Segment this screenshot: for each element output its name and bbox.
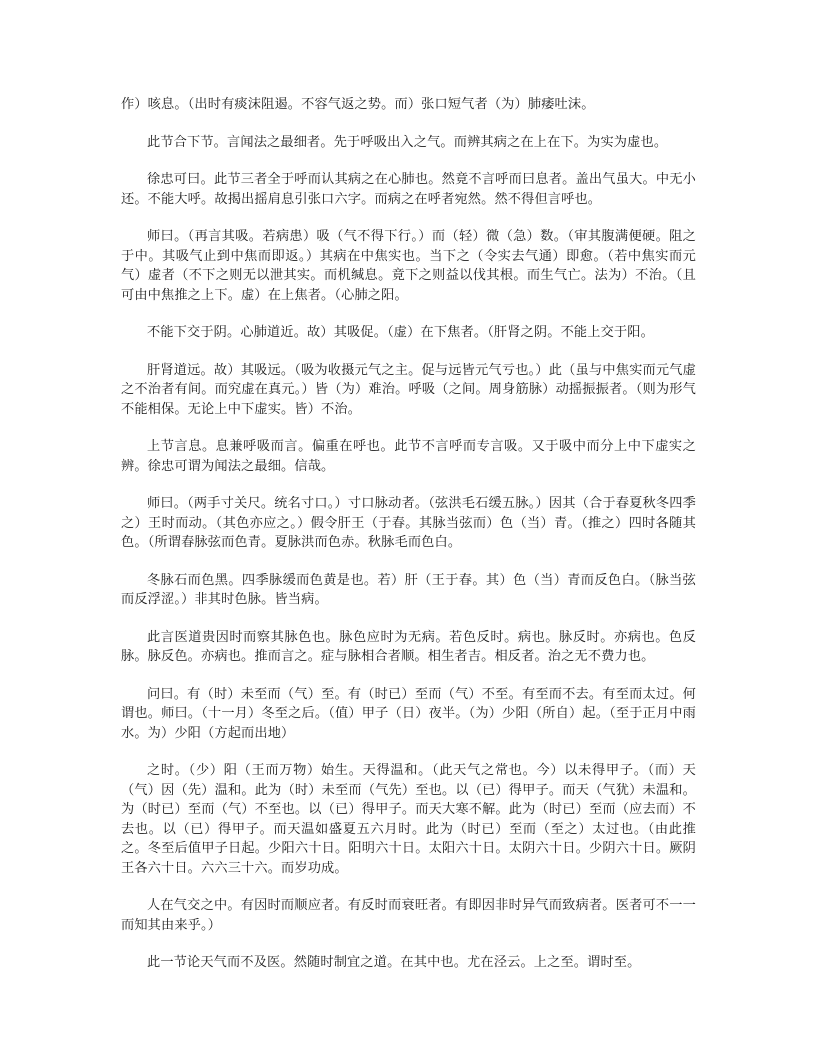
- paragraph: 师曰。（两手寸关尺。统名寸口。）寸口脉动者。（弦洪毛石缓五脉。）因其（合于春夏秋冬四季之）王时而动。（其色亦应之。）假令肝王（于春。其脉当弦而）色（当）青。（推之）四时各随其色。（所谓春脉弦而色青。夏脉洪而色赤。秋脉毛而色白。: [121, 496, 696, 550]
- paragraph: 问曰。有（时）未至而（气）至。有（时已）至而（气）不至。有至而不去。有至而太过。何谓也。师曰。（十一月）冬至之后。（值）甲子（日）夜半。（为）少阳（所自）起。（至于正月中雨水。为）少阳（方起而出地）: [121, 686, 696, 741]
- paragraph: 人在气交之中。有因时而顺应者。有反时而衰旺者。有即因非时异气而致病者。医者可不一一而知其由来乎。）: [121, 898, 696, 933]
- paragraph: 师曰。（再言其吸。若病患）吸（气不得下行。）而（轻）微（急）数。（审其腹满便硬。阻之于中。其吸气止到中焦而即返。）其病在中焦实也。当下之（令实去气通）即愈。（若中焦实而元气）虚者（不下之则无以泄其实。而机缄息。竟下之则益以伐其根。而生气亡。法为）不治。（且可由中焦推之上下。虚）在上焦者。（心肺之阳。: [121, 229, 696, 303]
- paragraph: 此言医道贵因时而察其脉色也。脉色应时为无病。若色反时。病也。脉反时。亦病也。色反脉。脉反色。亦病也。推而言之。症与脉相合者顺。相生者吉。相反者。治之无不费力也。: [121, 629, 696, 664]
- paragraph: 作）咳息。（出时有痰沫阻遏。不容气返之势。而）张口短气者（为）肺痿吐沫。: [121, 97, 595, 112]
- paragraph: 此一节论天气而不及医。然随时制宜之道。在其中也。尤在泾云。上之至。谓时至。: [147, 955, 641, 970]
- paragraph: 不能下交于阴。心肺道近。故）其吸促。（虚）在下焦者。（肝肾之阴。不能上交于阳。: [147, 325, 654, 340]
- paragraph: 上节言息。息兼呼吸而言。偏重在呼也。此节不言呼而专言吸。又于吸中而分上中下虚实之辨。徐忠可谓为闻法之最细。信哉。: [121, 439, 696, 474]
- paragraph: 此节合下节。言闻法之最细者。先于呼吸出入之气。而辨其病之在上在下。为实为虚也。: [147, 134, 668, 150]
- paragraph: 肝肾道远。故）其吸远。（吸为收摄元气之主。促与远皆元气亏也。）此（虽与中焦实而元气虚之不治者有间。而究虚在真元。）皆（为）难治。呼吸（之间。周身筋脉）动摇振振者。（则为形气不能相保。无论上中下虚实。皆）不治。: [121, 362, 696, 417]
- paragraph: 冬脉石而色黑。四季脉缓而色黄是也。若）肝（王于春。其）色（当）青而反色白。（脉当弦而反浮涩。）非其时色脉。皆当病。: [121, 572, 696, 607]
- document-body: [121, 95, 696, 991]
- paragraph: 徐忠可曰。此节三者全于呼而认其病之在心肺也。然竟不言呼而曰息者。盖出气虽大。中无小还。不能大呼。故揭出摇肩息引张口六字。而病之在呼者宛然。然不得但言呼也。: [121, 172, 696, 207]
- paragraph: 之时。（少）阳（王而万物）始生。天得温和。（此天气之常也。今）以未得甲子。（而）天（气）因（先）温和。此为（时）未至而（气先）至也。以（已）得甲子。而天（气犹）未温和。为（时已）至而（气）不至也。以（已）得甲子。而天大寒不解。此为（时已）至而（应去而）不去也。以（已）得甲子。而天温如盛夏五六月时。此为（时已）至而（至之）太过也。（由此推之。冬至后值甲子日起。少阳六十日。阳明六十日。太阳六十日。太阴六十日。少阴六十日。厥阴王各六十日。六六三十六。而岁功成。: [121, 763, 696, 876]
